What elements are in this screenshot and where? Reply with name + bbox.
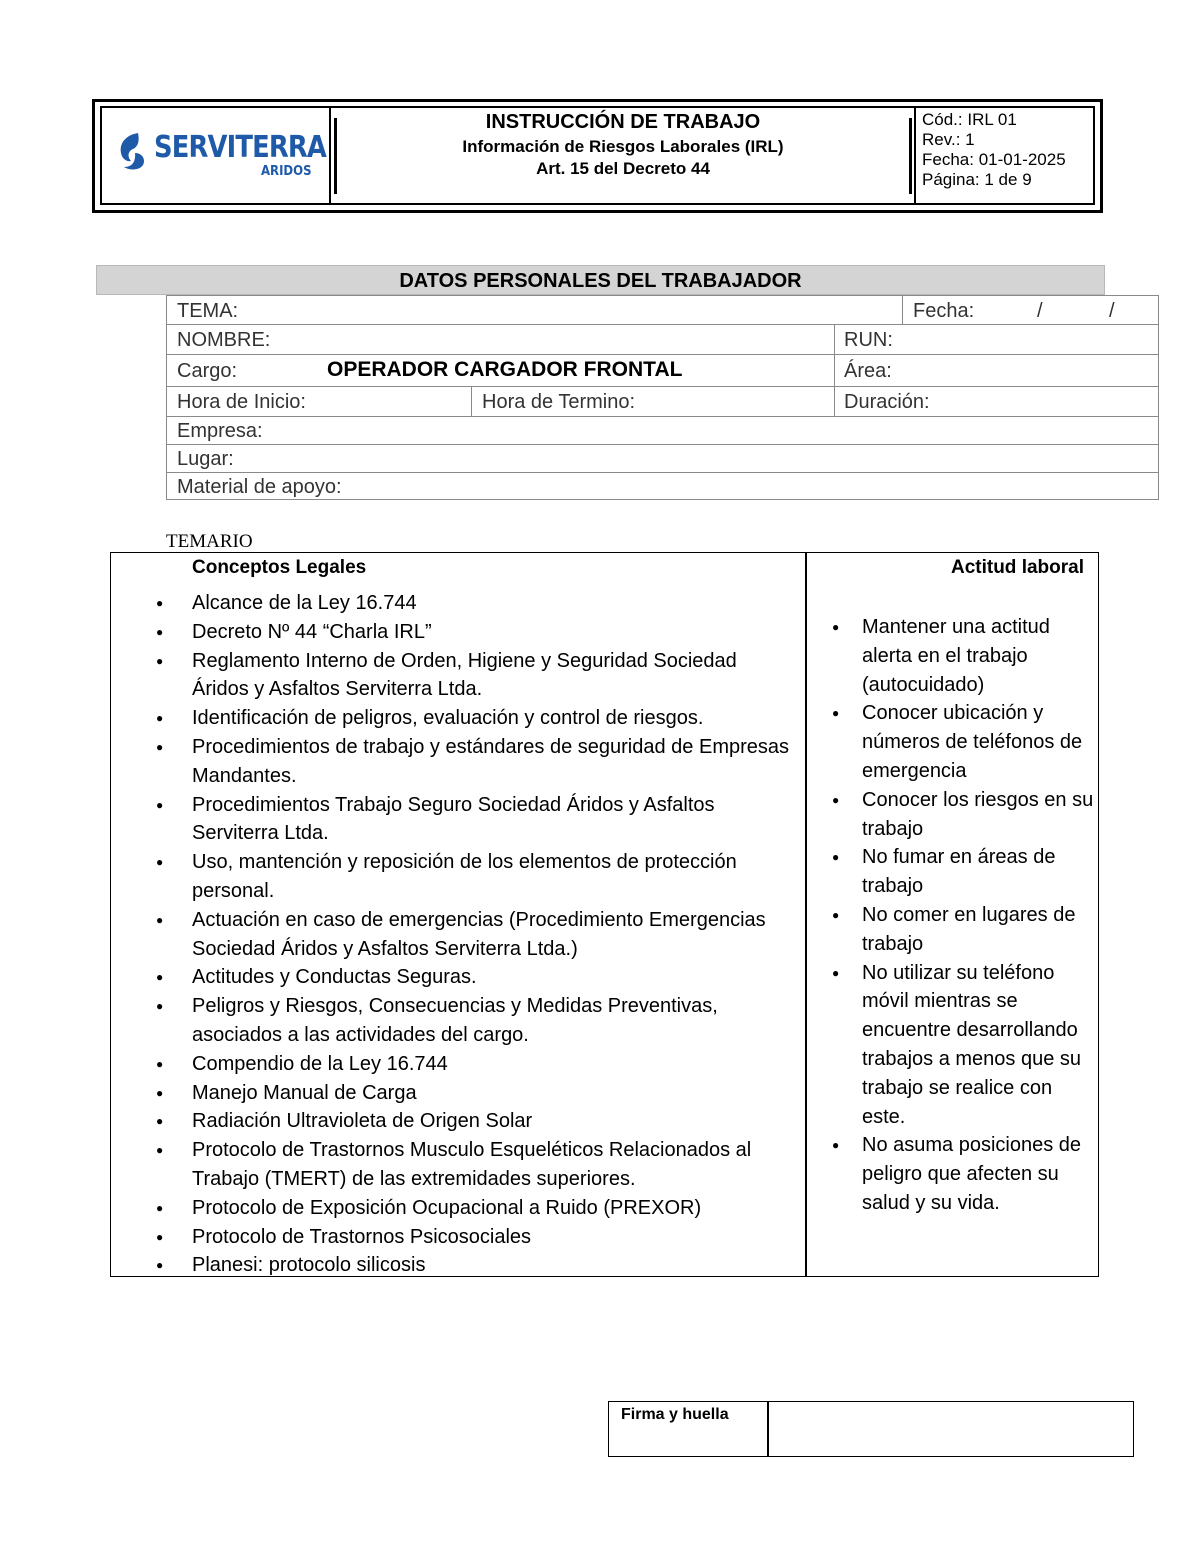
- list-item: ● Procedimientos de trabajo y estándares de seguridad de Empresas Mandantes.: [156, 733, 796, 791]
- fecha-separator: /: [1109, 300, 1115, 322]
- list-item: ● Conocer ubicación y números de teléfonos de emergencia: [832, 699, 1094, 785]
- list-item: ● Uso, mantención y reposición de los elementos de protección personal.: [156, 848, 796, 906]
- list-item: ● Identificación de peligros, evaluación y control de riesgos.: [156, 704, 796, 733]
- list-item: ● Mantener una actitud alerta en el trabajo (autocuidado): [832, 613, 1094, 699]
- list-item: ● Planesi: protocolo silicosis: [156, 1251, 796, 1280]
- empresa-label: Empresa:: [177, 420, 263, 442]
- company-logo: [116, 128, 326, 184]
- list-item: ● No fumar en áreas de trabajo: [832, 843, 1094, 901]
- firma-label: Firma y huella: [621, 1406, 729, 1423]
- list-item: ● No utilizar su teléfono móvil mientras se encuentre desarrollando trabajos a menos que su trabajo se realice con este.: [832, 959, 1094, 1132]
- tema-label: TEMA:: [177, 300, 239, 322]
- list-item: ● Radiación Ultravioleta de Origen Solar: [156, 1107, 796, 1136]
- document-subtitle: Información de Riesgos Laborales (IRL): [462, 137, 784, 156]
- list-item: ● No comer en lugares de trabajo: [832, 901, 1094, 959]
- list-item: ● Protocolo de Trastornos Psicosociales: [156, 1223, 796, 1252]
- actitud-laboral-list: [832, 613, 1094, 1218]
- temario-table: [110, 552, 1099, 1277]
- conceptos-legales-list: [156, 589, 796, 1280]
- run-label: RUN:: [844, 329, 893, 351]
- list-item: ● Conocer los riesgos en su trabajo: [832, 786, 1094, 844]
- list-item: ● Reglamento Interno de Orden, Higiene y Seguridad Sociedad Áridos y Asfaltos Serviterra Ltda.: [156, 647, 796, 705]
- doc-revision: Rev.: 1: [922, 130, 975, 149]
- list-item: ● Actuación en caso de emergencias (Procedimiento Emergencias Sociedad Áridos y Asfaltos Serviterra Ltda.): [156, 906, 796, 964]
- fecha-separator: /: [1037, 300, 1043, 322]
- header-divider: [334, 118, 337, 194]
- area-label: Área:: [844, 360, 892, 382]
- cargo-value: OPERADOR CARGADOR FRONTAL: [327, 358, 683, 381]
- section-title-datos-personales: DATOS PERSONALES DEL TRABAJADOR: [96, 265, 1105, 295]
- list-item: ● No asuma posiciones de peligro que afecten su salud y su vida.: [832, 1131, 1094, 1217]
- document-subtitle-2: Art. 15 del Decreto 44: [536, 159, 710, 178]
- cargo-label: Cargo:: [177, 360, 238, 382]
- logo-wordmark: SERVITERRA: [154, 130, 326, 165]
- doc-date: Fecha: 01-01-2025: [922, 150, 1066, 169]
- hora-termino-label: Hora de Termino:: [482, 391, 636, 413]
- personal-data-form: [166, 295, 1159, 500]
- list-item: ● Actitudes y Conductas Seguras.: [156, 963, 796, 992]
- list-item: ● Protocolo de Exposición Ocupacional a Ruido (PREXOR): [156, 1194, 796, 1223]
- duracion-label: Duración:: [844, 391, 930, 413]
- list-item: ● Decreto Nº 44 “Charla IRL”: [156, 618, 796, 647]
- firma-box: [608, 1401, 1134, 1457]
- list-item: ● Peligros y Riesgos, Consecuencias y Medidas Preventivas, asociados a las actividades del cargo.: [156, 992, 796, 1050]
- nombre-label: NOMBRE:: [177, 329, 271, 351]
- material-label: Material de apoyo:: [177, 476, 342, 498]
- document-title: INSTRUCCIÓN DE TRABAJO: [485, 111, 761, 133]
- header-divider: [909, 118, 912, 194]
- hora-inicio-label: Hora de Inicio:: [177, 391, 306, 413]
- list-item: ● Manejo Manual de Carga: [156, 1079, 796, 1108]
- list-item: ● Procedimientos Trabajo Seguro Sociedad Áridos y Asfaltos Serviterra Ltda.: [156, 791, 796, 849]
- list-item: ● Protocolo de Trastornos Musculo Esqueléticos Relacionados al Trabajo (TMERT) de las extremidades superiores.: [156, 1136, 796, 1194]
- serviterra-logo-icon: [116, 131, 150, 171]
- right-column-title: Actitud laboral: [950, 557, 1084, 578]
- fecha-label: Fecha:: [913, 300, 975, 322]
- logo-subtitle: ARIDOS: [261, 164, 312, 179]
- doc-page: Página: 1 de 9: [922, 170, 1032, 189]
- list-item: ● Compendio de la Ley 16.744: [156, 1050, 796, 1079]
- left-column-title: Conceptos Legales: [192, 557, 367, 578]
- list-item: ● Alcance de la Ley 16.744: [156, 589, 796, 618]
- doc-code: Cód.: IRL 01: [922, 110, 1017, 129]
- temario-label: TEMARIO: [166, 531, 253, 552]
- header-divider: [329, 106, 331, 205]
- header-divider: [914, 106, 916, 205]
- lugar-label: Lugar:: [177, 448, 234, 470]
